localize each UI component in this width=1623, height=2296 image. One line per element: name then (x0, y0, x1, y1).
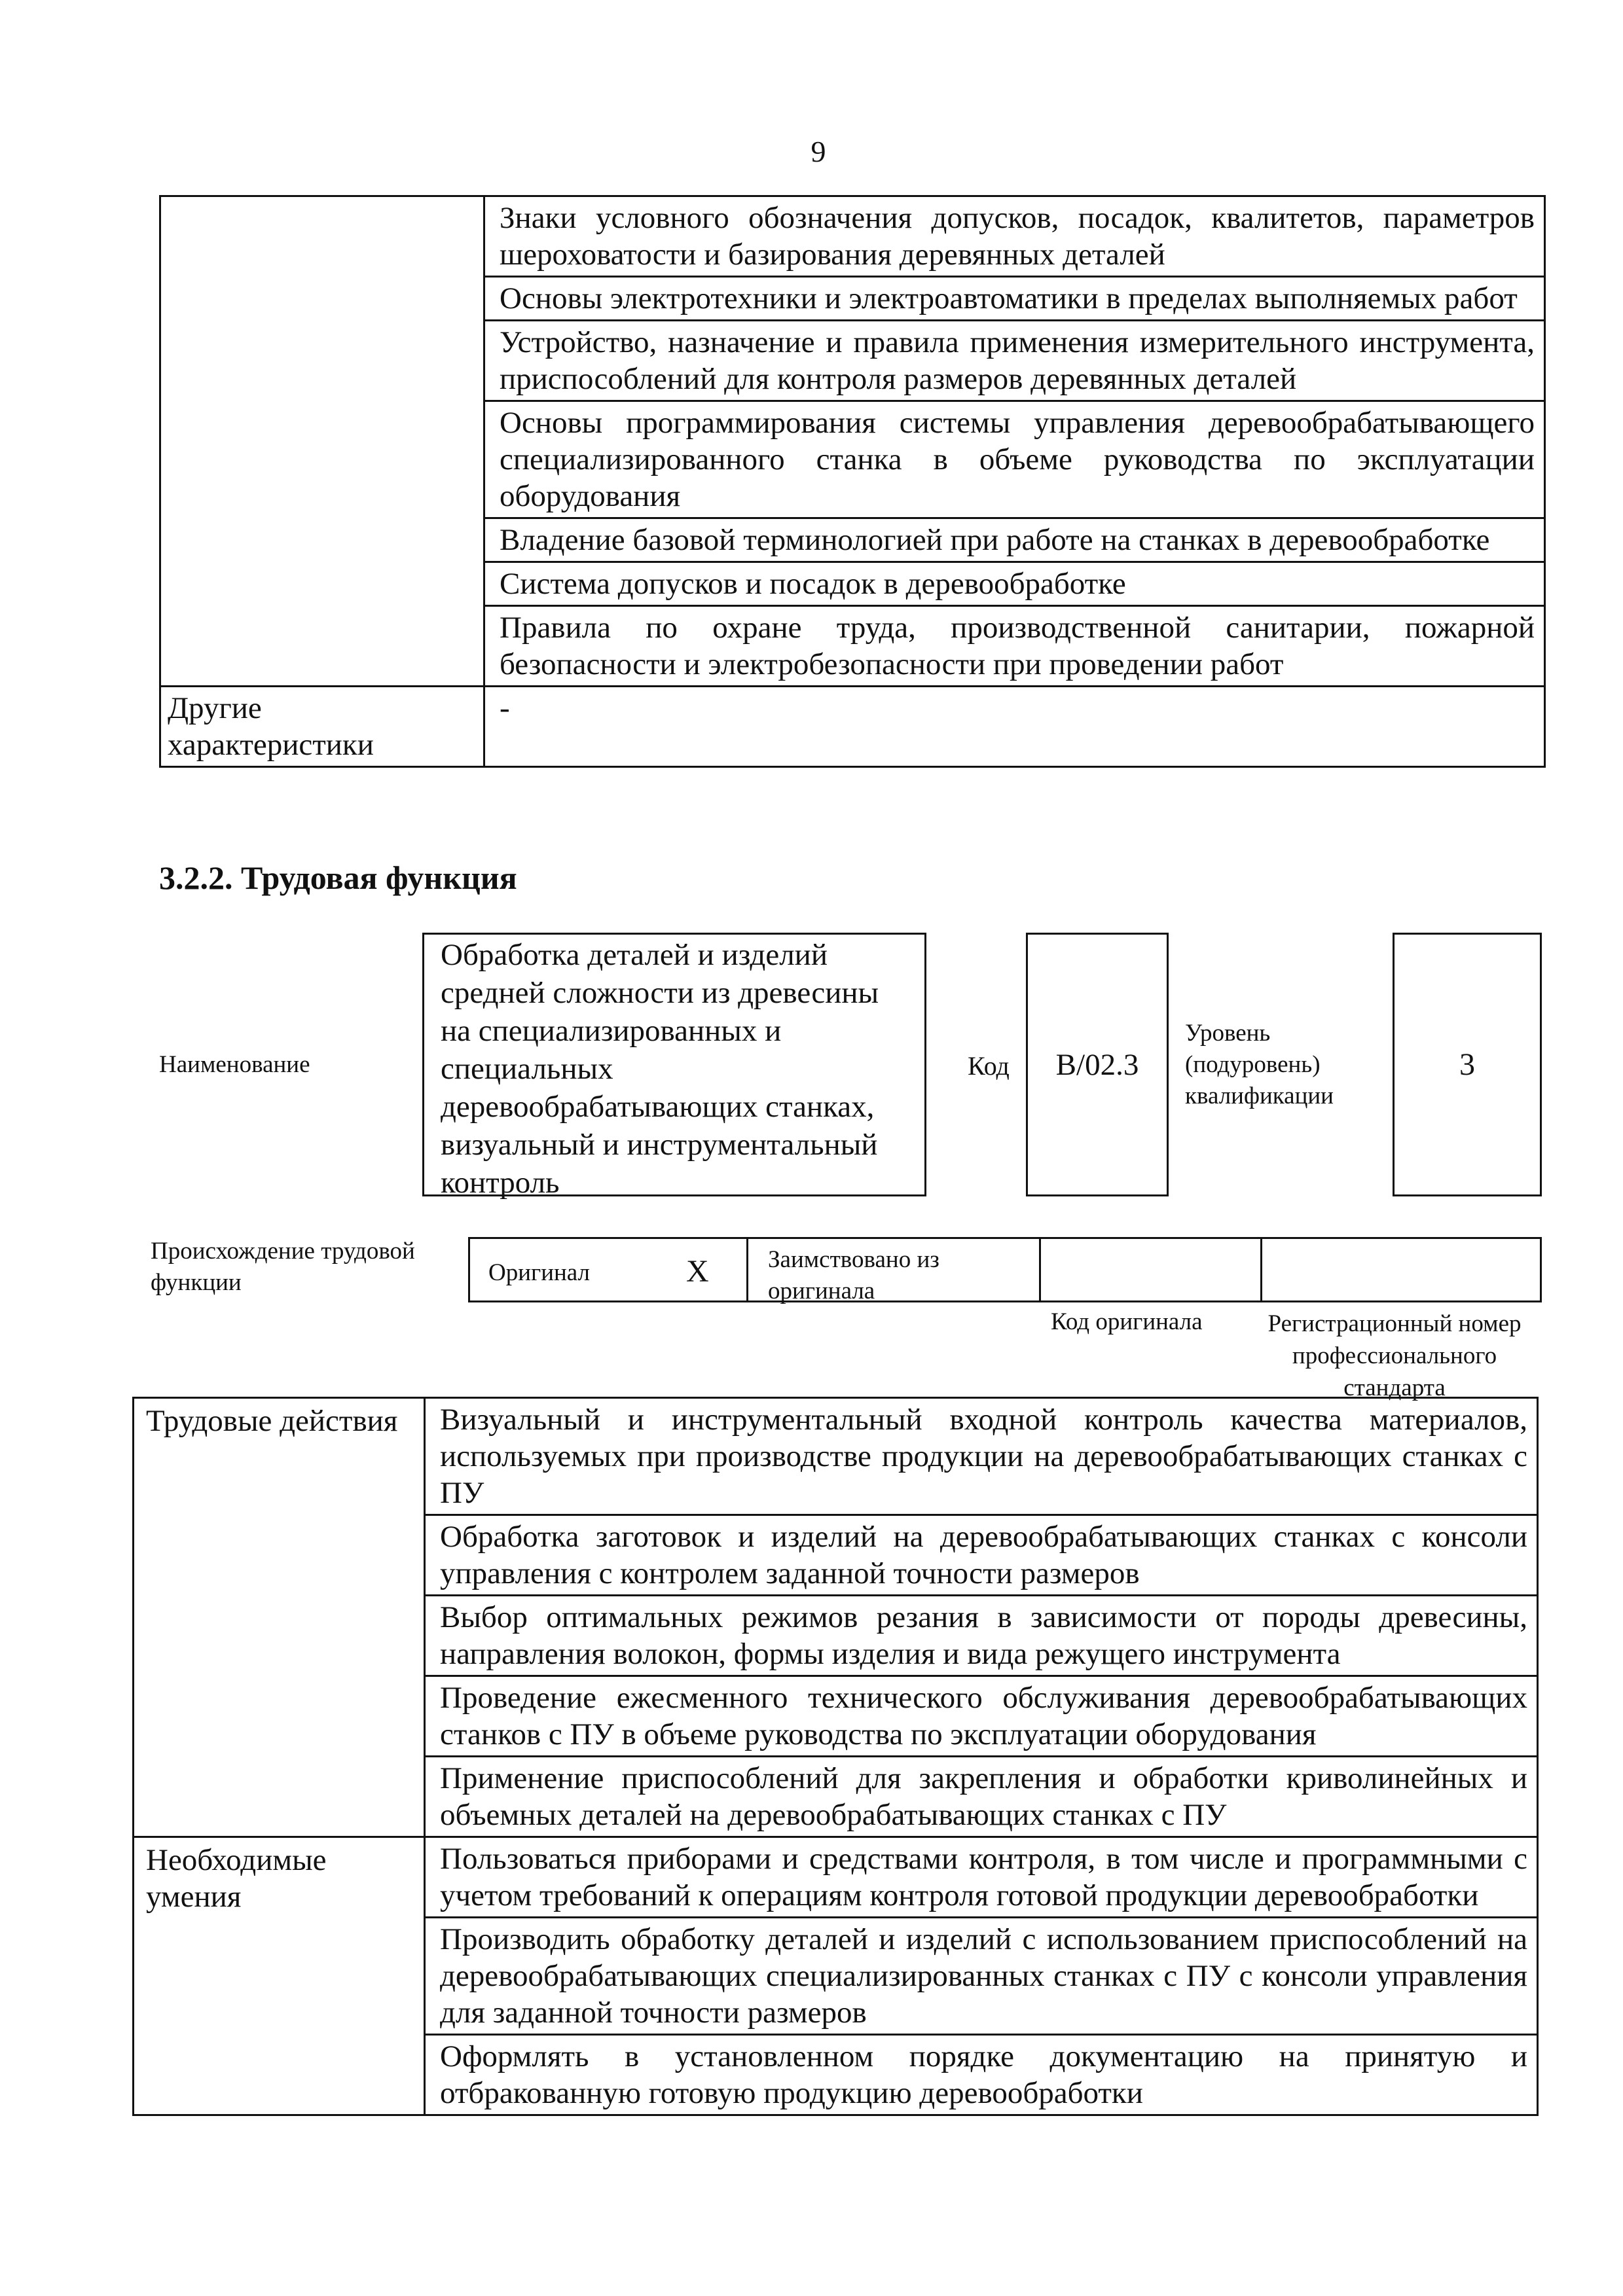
knowledge-row: Знаки условного обозначения допусков, посадок, квалитетов, параметров шероховатости и базирования деревянных деталей (484, 196, 1545, 277)
knowledge-row: Правила по охране труда, производственной санитарии, пожарной безопасности и электробезопасности при проведении работ (484, 606, 1545, 687)
action-row: Обработка заготовок и изделий на деревообрабатывающих станках с консоли управления с контролем заданной точности размеров (425, 1515, 1538, 1596)
level-value: 3 (1393, 933, 1542, 1196)
origin-label: Происхождение трудовой функции (151, 1238, 415, 1296)
code-original-label: Код оригинала (1051, 1308, 1203, 1335)
skill-row: Пользоваться приборами и средствами контроля, в том числе и программными с учетом требований к операциям контроля готовой продукции деревообработки (425, 1837, 1538, 1918)
name-label: Наименование (159, 1051, 310, 1078)
original-label: Оригинал (488, 1259, 591, 1286)
knowledge-row: Основы электротехники и электроавтоматики в пределах выполняемых работ (484, 277, 1545, 321)
other-characteristics-label: Другие характеристики (160, 687, 484, 767)
reg-number-label: Регистрационный номер профессионального стандарта (1267, 1310, 1522, 1401)
action-row: Проведение ежесменного технического обслуживания деревообрабатывающих станков с ПУ в объеме руководства по эксплуатации оборудования (425, 1676, 1538, 1757)
skill-row: Оформлять в установленном порядке документацию на принятую и отбракованную готовую продукцию деревообработки (425, 2035, 1538, 2115)
knowledge-row: Устройство, назначение и правила применения измерительного инструмента, приспособлений для контроля размеров деревянных деталей (484, 321, 1545, 401)
other-characteristics-value: - (484, 687, 1545, 767)
knowledge-row: Система допусков и посадок в деревообработке (484, 562, 1545, 606)
section-title: 3.2.2. Трудовая функция (159, 859, 517, 896)
knowledge-row: Владение базовой терминологией при работе на станках в деревообработке (484, 518, 1545, 562)
borrowed-label: Заимствовано из оригинала (768, 1246, 939, 1304)
action-row: Выбор оптимальных режимов резания в зависимости от породы древесины, направления волокон, формы изделия и вида режущего инструмента (425, 1596, 1538, 1676)
knowledge-left-cell (160, 196, 484, 687)
level-label: Уровень (подуровень) квалификации (1185, 1020, 1334, 1109)
code-value: В/02.3 (1026, 933, 1169, 1196)
origin-reg-cell (1262, 1239, 1540, 1300)
actions-label: Трудовые действия (134, 1398, 425, 1837)
origin-original-cell (470, 1239, 748, 1300)
origin-code-cell (1041, 1239, 1262, 1300)
page-number: 9 (811, 135, 826, 168)
action-row: Визуальный и инструментальный входной контроль качества материалов, используемых при производстве продукции на деревообрабатывающих станках с ПУ (425, 1398, 1538, 1515)
action-row: Применение приспособлений для закрепления и обработки криволинейных и объемных деталей на деревообрабатывающих станках с ПУ (425, 1757, 1538, 1837)
origin-borrowed-cell (748, 1239, 1041, 1304)
function-table (132, 1397, 1539, 2116)
code-label: Код (968, 1051, 1010, 1081)
origin-table (468, 1237, 1542, 1302)
name-value: Обработка деталей и изделий средней сложности из древесины на специализированных и специальных деревообрабатывающих станках, визуальный и инструментальный контроль (422, 933, 926, 1196)
knowledge-row: Основы программирования системы управления деревообрабатывающего специализированного станка в объеме руководства по эксплуатации оборудования (484, 401, 1545, 518)
original-mark: X (686, 1254, 709, 1289)
skills-label: Необходимые умения (134, 1837, 425, 2115)
skill-row: Производить обработку деталей и изделий с использованием приспособлений на деревообрабатывающих специализированных станках с ПУ с консоли управления для заданной точности размеров (425, 1918, 1538, 2035)
knowledge-table (159, 195, 1546, 768)
